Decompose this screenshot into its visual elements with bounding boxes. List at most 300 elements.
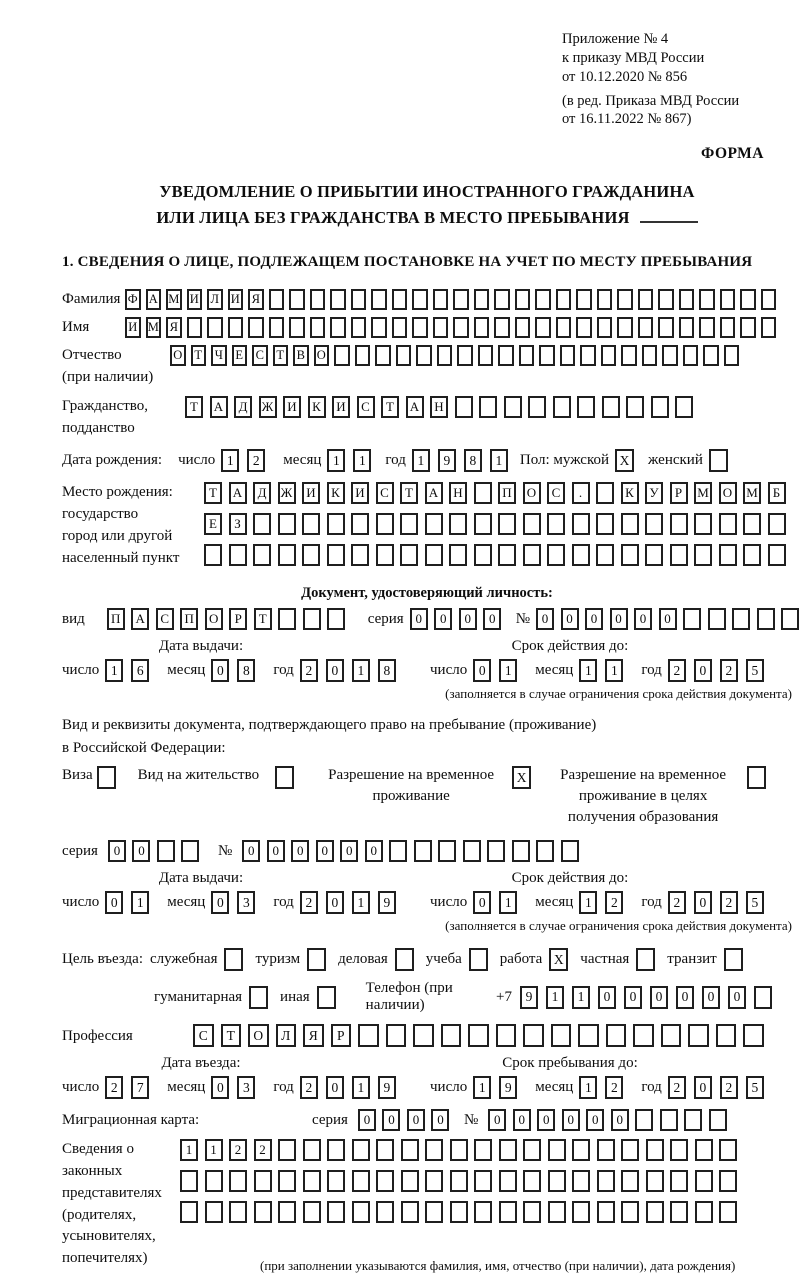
char-box: 1: [205, 1139, 223, 1161]
char-box: Е: [232, 345, 248, 366]
char-box: [572, 1139, 590, 1161]
char-box: [499, 1139, 517, 1161]
char-box: [621, 345, 637, 366]
char-box: [396, 345, 412, 366]
char-box: [228, 317, 244, 338]
char-box: [457, 345, 473, 366]
char-box: [670, 513, 688, 535]
char-box: 2: [300, 1076, 318, 1099]
char-box: [327, 513, 345, 535]
char-box: [433, 289, 449, 310]
char-box: 1: [605, 659, 623, 682]
purpose-label: Цель въезда:: [62, 951, 143, 968]
birthplace-boxes-row3: [204, 544, 792, 566]
char-box: 1: [131, 891, 149, 914]
sex-male-checkbox: [615, 449, 634, 472]
char-box: 1: [353, 449, 371, 472]
char-box: 0: [536, 608, 554, 630]
char-box: 8: [378, 659, 396, 682]
expiry-date-heading: Срок действия до:: [511, 638, 629, 655]
identity-dates: Дата выдачи: число 1 6 месяц 0 8 год 2 0 1 8 Срок действия до: число 0 1 месяц 1 1 год 2 0 2 5: [62, 638, 792, 682]
char-box: [204, 544, 222, 566]
issue-date-heading: Дата выдачи:: [158, 870, 244, 887]
char-box: 8: [237, 659, 255, 682]
char-box: [679, 289, 695, 310]
char-box: [269, 289, 285, 310]
birthdate-row: [62, 449, 792, 472]
char-box: [684, 1109, 702, 1131]
char-box: Т: [381, 396, 399, 418]
char-box: [719, 1201, 737, 1223]
char-box: [675, 396, 693, 418]
char-box: О: [523, 482, 541, 504]
char-box: [97, 766, 116, 789]
char-box: 0: [267, 840, 285, 862]
appendix-line: от 10.12.2020 № 856: [562, 68, 688, 85]
char-box: [249, 986, 268, 1009]
char-box: [351, 544, 369, 566]
char-box: [635, 1109, 653, 1131]
char-box: [450, 1170, 468, 1192]
identity-doc-row: [62, 608, 792, 630]
char-box: 0: [358, 1109, 376, 1131]
char-box: [561, 840, 579, 862]
phone-label: Телефон (при наличии): [365, 980, 453, 1014]
char-box: [248, 317, 264, 338]
char-box: [596, 482, 614, 504]
char-box: 2: [605, 891, 623, 914]
residence-doc-intro: Вид и реквизиты документа, подтверждающего право на пребывание (проживание) в Российской Федерации:: [62, 717, 597, 756]
char-box: [578, 1024, 599, 1047]
char-box: 9: [499, 1076, 517, 1099]
char-box: 2: [668, 1076, 686, 1099]
char-box: 0: [483, 608, 501, 630]
char-box: [572, 1201, 590, 1223]
char-box: [450, 1139, 468, 1161]
char-box: [400, 544, 418, 566]
char-box: [572, 1170, 590, 1192]
stay-day-boxes: [473, 1076, 525, 1099]
char-box: И: [302, 482, 320, 504]
char-box: [371, 317, 387, 338]
char-box: 1: [579, 1076, 597, 1099]
char-box: 0: [650, 986, 668, 1009]
representatives-label: Сведения о законных представителях (родителях, усыновителях, попечителях): [62, 1141, 162, 1267]
appendix-line: к приказу МВД России: [562, 49, 705, 66]
char-box: [330, 317, 346, 338]
char-box: [207, 317, 223, 338]
char-box: [413, 1024, 434, 1047]
char-box: 1: [327, 449, 345, 472]
char-box: О: [719, 482, 737, 504]
char-box: [740, 317, 756, 338]
residence-serial-row: [62, 840, 792, 862]
char-box: [425, 1201, 443, 1223]
char-box: 0: [624, 986, 642, 1009]
char-box: 5: [746, 1076, 764, 1099]
char-box: [180, 1170, 198, 1192]
char-box: Ж: [259, 396, 277, 418]
char-box: 9: [438, 449, 456, 472]
char-box: [269, 317, 285, 338]
profession-boxes: [193, 1024, 771, 1047]
char-box: Я: [303, 1024, 324, 1047]
char-box: И: [351, 482, 369, 504]
char-box: [302, 513, 320, 535]
char-box: 0: [211, 659, 229, 682]
char-box: X: [615, 449, 634, 472]
char-box: С: [357, 396, 375, 418]
char-box: [781, 608, 799, 630]
char-box: 2: [105, 1076, 123, 1099]
char-box: [548, 1170, 566, 1192]
migration-number-label: №: [463, 1112, 479, 1129]
section-1-heading: 1. СВЕДЕНИЯ О ЛИЦЕ, ПОДЛЕЖАЩЕМ ПОСТАНОВКЕ НА УЧЕТ ПО МЕСТУ ПРЕБЫВАНИЯ: [62, 254, 753, 271]
char-box: [181, 840, 199, 862]
char-box: [401, 1170, 419, 1192]
sex-female-label: женский: [648, 452, 703, 469]
char-box: [694, 544, 712, 566]
char-box: 1: [499, 659, 517, 682]
char-box: [504, 396, 522, 418]
char-box: [617, 289, 633, 310]
char-box: [441, 1024, 462, 1047]
char-box: 2: [668, 891, 686, 914]
char-box: [303, 608, 321, 630]
char-box: 0: [585, 608, 603, 630]
representatives-boxes-row3: [180, 1201, 775, 1223]
char-box: [651, 396, 669, 418]
char-box: [547, 544, 565, 566]
char-box: О: [314, 345, 330, 366]
purpose-row-1: Цель въезда: служебная туризм деловая учеба работа X частная транзит: [62, 948, 792, 971]
char-box: [474, 1139, 492, 1161]
char-box: Р: [670, 482, 688, 504]
surname-label: Фамилия: [62, 291, 121, 308]
char-box: 0: [473, 891, 491, 914]
char-box: [289, 317, 305, 338]
char-box: [523, 544, 541, 566]
temp-residence-checkbox: [512, 766, 531, 789]
char-box: [724, 948, 743, 971]
char-box: [597, 317, 613, 338]
citizenship-label: Гражданство, подданство: [62, 397, 149, 436]
char-box: С: [547, 482, 565, 504]
purpose-other-checkbox: [317, 986, 336, 1009]
char-box: [414, 840, 432, 862]
char-box: [205, 1170, 223, 1192]
citizenship-row: [62, 396, 792, 440]
char-box: 2: [229, 1139, 247, 1161]
char-box: К: [621, 482, 639, 504]
char-box: [498, 345, 514, 366]
char-box: [720, 289, 736, 310]
char-box: [580, 345, 596, 366]
char-box: [719, 1139, 737, 1161]
char-box: О: [248, 1024, 269, 1047]
char-box: [576, 317, 592, 338]
char-box: [670, 1170, 688, 1192]
char-box: [352, 1170, 370, 1192]
stay-month-boxes: [579, 1076, 631, 1099]
char-box: О: [205, 608, 223, 630]
char-box: [157, 840, 175, 862]
char-box: [515, 317, 531, 338]
surname-boxes: [125, 289, 781, 310]
char-box: [327, 1170, 345, 1192]
char-box: К: [327, 482, 345, 504]
char-box: [376, 513, 394, 535]
char-box: 1: [579, 659, 597, 682]
char-box: 0: [326, 659, 344, 682]
char-box: Я: [248, 289, 264, 310]
option-residence-permit: Вид на жительство: [138, 765, 294, 789]
issue-day-boxes: [105, 891, 157, 914]
representatives-note: (при заполнении указываются фамилия, имя, отчество (при наличии), дата рождения): [260, 1258, 736, 1274]
char-box: [768, 513, 786, 535]
char-box: 0: [598, 986, 616, 1009]
char-box: [455, 396, 473, 418]
char-box: [499, 1201, 517, 1223]
char-box: 0: [431, 1109, 449, 1131]
char-box: [606, 1024, 627, 1047]
char-box: [621, 544, 639, 566]
char-box: [438, 840, 456, 862]
char-box: Р: [229, 608, 247, 630]
char-box: [572, 544, 590, 566]
char-box: [601, 345, 617, 366]
char-box: 0: [132, 840, 150, 862]
char-box: [646, 1139, 664, 1161]
appendix-line: Приложение № 4: [562, 31, 669, 47]
char-box: [498, 544, 516, 566]
char-box: [278, 1170, 296, 1192]
char-box: [560, 345, 576, 366]
char-box: [376, 1139, 394, 1161]
day-label: число: [178, 452, 216, 469]
char-box: [327, 608, 345, 630]
char-box: [254, 1201, 272, 1223]
char-box: [229, 1201, 247, 1223]
char-box: [740, 289, 756, 310]
forma-label: ФОРМА: [700, 145, 764, 163]
char-box: [330, 289, 346, 310]
issue-year-boxes: [300, 891, 404, 914]
char-box: Т: [221, 1024, 242, 1047]
char-box: [229, 1170, 247, 1192]
char-box: .: [572, 482, 590, 504]
purpose-tourism-checkbox: [307, 948, 326, 971]
char-box: [463, 840, 481, 862]
entry-day-boxes: [105, 1076, 157, 1099]
char-box: [688, 1024, 709, 1047]
appendix-note: [562, 30, 777, 129]
migration-card-row: [62, 1109, 792, 1131]
expiry-note: (заполняется в случае ограничения срока действия документа): [445, 686, 792, 702]
char-box: [703, 345, 719, 366]
char-box: Е: [204, 513, 222, 535]
char-box: [716, 1024, 737, 1047]
char-box: [253, 513, 271, 535]
char-box: 2: [254, 1139, 272, 1161]
char-box: 1: [572, 986, 590, 1009]
char-box: О: [170, 345, 186, 366]
residence-number-boxes: [242, 840, 585, 862]
migration-series-label: серия: [312, 1112, 348, 1129]
char-box: [425, 544, 443, 566]
birthplace-row: [62, 482, 792, 575]
char-box: 0: [694, 891, 712, 914]
char-box: 9: [378, 891, 396, 914]
char-box: [474, 289, 490, 310]
sex-female-checkbox: [709, 449, 728, 472]
char-box: [719, 544, 737, 566]
char-box: 0: [513, 1109, 531, 1131]
char-box: 0: [108, 840, 126, 862]
char-box: [327, 544, 345, 566]
char-box: [351, 317, 367, 338]
purpose-official-checkbox: [224, 948, 243, 971]
char-box: [523, 1024, 544, 1047]
doc-number-label: №: [515, 610, 530, 627]
char-box: [412, 317, 428, 338]
char-box: [638, 289, 654, 310]
char-box: [553, 396, 571, 418]
char-box: [395, 948, 414, 971]
char-box: 2: [300, 891, 318, 914]
char-box: 1: [180, 1139, 198, 1161]
char-box: [694, 513, 712, 535]
char-box: [596, 544, 614, 566]
char-box: [761, 289, 777, 310]
char-box: [253, 544, 271, 566]
char-box: [310, 317, 326, 338]
char-box: 3: [237, 891, 255, 914]
char-box: [389, 840, 407, 862]
birth-month-boxes: [327, 449, 379, 472]
char-box: 0: [659, 608, 677, 630]
identity-doc-heading: Документ, удостоверяющий личность:: [301, 585, 553, 602]
char-box: [229, 544, 247, 566]
char-box: [474, 1201, 492, 1223]
char-box: [474, 513, 492, 535]
char-box: [670, 1201, 688, 1223]
char-box: [450, 1201, 468, 1223]
char-box: 7: [131, 1076, 149, 1099]
char-box: 0: [694, 659, 712, 682]
char-box: 2: [300, 659, 318, 682]
char-box: [662, 345, 678, 366]
char-box: 0: [728, 986, 746, 1009]
entry-date-heading: Дата въезда:: [161, 1055, 241, 1072]
char-box: [719, 1170, 737, 1192]
char-box: 0: [326, 891, 344, 914]
char-box: 1: [105, 659, 123, 682]
char-box: [278, 1201, 296, 1223]
purpose-transit-checkbox: [724, 948, 743, 971]
char-box: Л: [276, 1024, 297, 1047]
char-box: [494, 317, 510, 338]
char-box: И: [187, 289, 203, 310]
char-box: [743, 513, 761, 535]
char-box: [474, 1170, 492, 1192]
char-box: [658, 317, 674, 338]
doc-kind-boxes: [107, 608, 352, 630]
char-box: 0: [326, 1076, 344, 1099]
patronymic-row: [62, 345, 792, 389]
entry-month-boxes: [211, 1076, 263, 1099]
char-box: М: [146, 317, 162, 338]
char-box: Т: [185, 396, 203, 418]
char-box: [401, 1139, 419, 1161]
char-box: [646, 1201, 664, 1223]
char-box: 6: [131, 659, 149, 682]
char-box: [576, 289, 592, 310]
char-box: 0: [105, 891, 123, 914]
char-box: А: [406, 396, 424, 418]
char-box: П: [498, 482, 516, 504]
issue-date-heading: Дата выдачи:: [158, 638, 244, 655]
char-box: 8: [464, 449, 482, 472]
char-box: 1: [579, 891, 597, 914]
char-box: Т: [254, 608, 272, 630]
expiry-month-boxes: [579, 891, 631, 914]
char-box: С: [376, 482, 394, 504]
visa-checkbox: [97, 766, 116, 789]
char-box: [572, 513, 590, 535]
char-box: 0: [702, 986, 720, 1009]
char-box: [187, 317, 203, 338]
char-box: 0: [340, 840, 358, 862]
char-box: 0: [316, 840, 334, 862]
surname-row: [62, 289, 792, 310]
char-box: [303, 1170, 321, 1192]
char-box: [597, 1170, 615, 1192]
char-box: [392, 289, 408, 310]
purpose-study-checkbox: [469, 948, 488, 971]
stay-until-heading: Срок пребывания до:: [502, 1055, 638, 1072]
char-box: [597, 1139, 615, 1161]
char-box: Т: [204, 482, 222, 504]
char-box: 0: [211, 891, 229, 914]
char-box: 0: [488, 1109, 506, 1131]
char-box: 2: [720, 659, 738, 682]
char-box: [376, 1170, 394, 1192]
char-box: Я: [166, 317, 182, 338]
char-box: [523, 1201, 541, 1223]
char-box: [724, 345, 740, 366]
char-box: С: [252, 345, 268, 366]
char-box: С: [193, 1024, 214, 1047]
representatives-boxes-row2: [180, 1170, 775, 1192]
char-box: [352, 1139, 370, 1161]
char-box: [474, 317, 490, 338]
char-box: [556, 289, 572, 310]
char-box: 0: [291, 840, 309, 862]
char-box: [499, 1170, 517, 1192]
char-box: [303, 1139, 321, 1161]
char-box: 0: [459, 608, 477, 630]
form-title: [62, 179, 792, 230]
char-box: [278, 544, 296, 566]
patronymic-label: Отчество (при наличии): [62, 347, 154, 386]
char-box: В: [293, 345, 309, 366]
expiry-day-boxes: [473, 891, 525, 914]
char-box: [645, 544, 663, 566]
citizenship-boxes: [185, 396, 700, 418]
char-box: [658, 289, 674, 310]
char-box: И: [125, 317, 141, 338]
